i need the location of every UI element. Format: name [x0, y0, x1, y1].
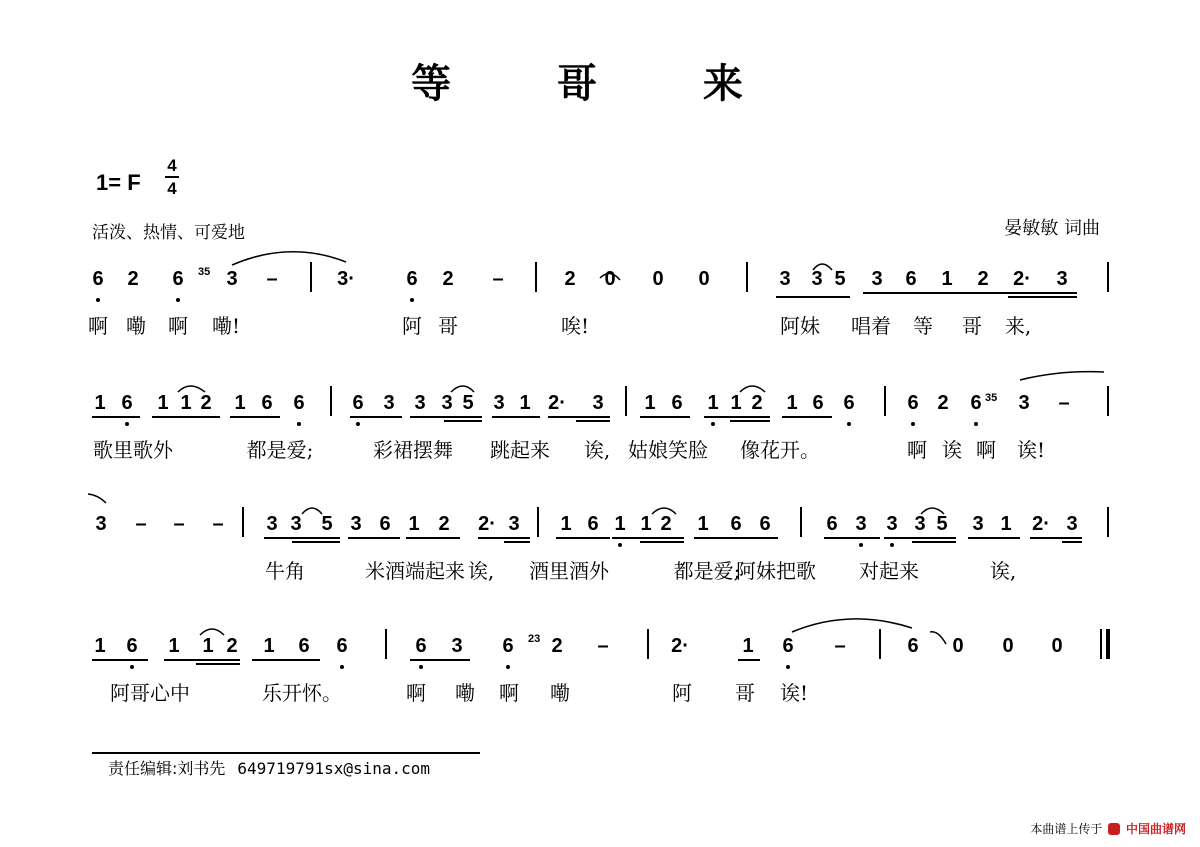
lyric: 牛角: [265, 559, 305, 583]
slur-5: [451, 386, 474, 392]
note: 6: [587, 513, 599, 535]
lyric: 诶: [942, 438, 962, 462]
note: 3: [508, 513, 520, 535]
note: 6: [293, 392, 305, 414]
note: 3: [441, 392, 453, 414]
slur-1: [232, 252, 346, 265]
lyric: 嘞!: [211, 314, 241, 338]
lyric: 诶,: [467, 559, 495, 583]
note: 1: [786, 392, 798, 414]
note: 1: [157, 392, 169, 414]
slur-2: [600, 273, 620, 280]
lyric: 啊: [406, 681, 426, 705]
composer-credit: 晏敏敏 词曲: [1004, 218, 1100, 239]
note: 3: [226, 268, 238, 290]
note: 3: [266, 513, 278, 535]
slur-8: [88, 494, 106, 503]
note: 6: [671, 392, 683, 414]
note: 1: [234, 392, 246, 414]
note: 3: [290, 513, 302, 535]
note: 6: [92, 268, 104, 290]
note: –: [266, 268, 278, 290]
note: 5: [321, 513, 333, 535]
note: 6: [907, 392, 919, 414]
lyric: 阿哥心中: [110, 681, 190, 705]
note: 6: [172, 268, 184, 290]
lyric: 诶!: [779, 681, 809, 705]
note: 1: [168, 635, 180, 657]
note: 6: [826, 513, 838, 535]
note: 6: [261, 392, 273, 414]
note: 1: [202, 635, 214, 657]
lyric: 嘞: [455, 681, 475, 705]
note: 2: [442, 268, 454, 290]
note: 0: [698, 268, 710, 290]
upload-label: 本曲谱上传于: [1030, 822, 1103, 836]
slur-13: [792, 619, 912, 632]
note: 1: [408, 513, 420, 535]
note: 6: [121, 392, 133, 414]
note: 3: [779, 268, 791, 290]
note: 1: [640, 513, 652, 535]
grace-note-1: 35: [198, 266, 211, 278]
lyric: 酒里酒外: [529, 559, 609, 583]
lyric: 都是爱;: [246, 438, 314, 462]
lyric: 姑娘笑脸: [628, 438, 708, 462]
lyric: 等: [913, 314, 933, 338]
note: 5: [834, 268, 846, 290]
note: 1: [180, 392, 192, 414]
note: 6: [843, 392, 855, 414]
site-link[interactable]: 中国曲谱网: [1125, 822, 1186, 836]
note: 5: [462, 392, 474, 414]
note: 3: [972, 513, 984, 535]
editor-name: 责任编辑:刘书先: [108, 759, 226, 778]
note: 6: [406, 268, 418, 290]
note: 6: [126, 635, 138, 657]
slur-10: [652, 508, 676, 514]
key-signature: 1= F: [96, 170, 141, 195]
lyric: 歌里歌外: [93, 438, 173, 462]
note: 6: [907, 635, 919, 657]
note: 2: [438, 513, 450, 535]
lyric: 阿: [402, 314, 422, 338]
note: 3: [914, 513, 926, 535]
note: –: [135, 513, 147, 535]
note: 5: [936, 513, 948, 535]
note: 3: [886, 513, 898, 535]
note: 0: [1051, 635, 1063, 657]
note: 3: [592, 392, 604, 414]
note: 3: [95, 513, 107, 535]
lyric: 啊: [88, 314, 108, 338]
lyric: 诶,: [583, 438, 611, 462]
note: 3: [855, 513, 867, 535]
note: 3: [383, 392, 395, 414]
slur-4: [178, 386, 205, 392]
note: 1: [560, 513, 572, 535]
slur-3: [813, 264, 832, 270]
lyric: 啊: [976, 438, 996, 462]
lyric: 米酒端起来: [365, 559, 465, 583]
lyric: 啊: [499, 681, 519, 705]
lyric: 唱着: [851, 314, 891, 338]
note: 3: [1066, 513, 1078, 535]
grace-note-3: 23: [528, 633, 541, 645]
lyric: 乐开怀。: [262, 681, 342, 705]
note: 1: [941, 268, 953, 290]
slur-7: [1020, 372, 1104, 380]
note: 1: [263, 635, 275, 657]
editor-email[interactable]: 649719791sx@sina.com: [237, 759, 431, 778]
note: –: [1058, 392, 1070, 414]
note: 6: [812, 392, 824, 414]
note: –: [173, 513, 185, 535]
note: 3: [811, 268, 823, 290]
lyric: 来,: [1004, 314, 1032, 338]
slur-6: [740, 386, 765, 392]
note: 6: [502, 635, 514, 657]
note: 3: [1056, 268, 1068, 290]
lyric: 阿妹把歌: [736, 559, 816, 583]
note: –: [492, 268, 504, 290]
note: 2: [977, 268, 989, 290]
note: 2: [660, 513, 672, 535]
note: 1: [730, 392, 742, 414]
note: 2·: [478, 513, 496, 535]
note: 1: [614, 513, 626, 535]
lyric: 哥: [962, 314, 982, 338]
lyric: 哥: [438, 314, 458, 338]
note: 6: [970, 392, 982, 414]
note: 3: [1018, 392, 1030, 414]
note: –: [212, 513, 224, 535]
note: 6: [905, 268, 917, 290]
lyric: 嘞: [126, 314, 146, 338]
note: 1: [742, 635, 754, 657]
lyric: 彩裙摆舞: [373, 438, 453, 462]
editor-credit: [108, 756, 430, 779]
slur-12: [200, 629, 224, 635]
note: –: [597, 635, 609, 657]
grace-note-2: 35: [985, 392, 998, 404]
note: 0: [604, 268, 616, 290]
slur-14: [930, 632, 946, 644]
song-title: 等 哥 来: [411, 60, 789, 107]
note: 0: [652, 268, 664, 290]
note: 2·: [548, 392, 566, 414]
note: 3: [871, 268, 883, 290]
lyric: 像花开。: [740, 438, 820, 462]
note: 6: [759, 513, 771, 535]
meter-top: 4: [167, 156, 177, 175]
lyric: 诶!: [1016, 438, 1046, 462]
note: 2: [937, 392, 949, 414]
note: 6: [352, 392, 364, 414]
note: 2: [127, 268, 139, 290]
note: 2·: [671, 635, 689, 657]
upload-source: [1030, 820, 1186, 837]
lyric: 阿妹: [780, 314, 820, 338]
note: 2: [551, 635, 563, 657]
lyric: 对起来: [859, 559, 919, 583]
note: 3: [350, 513, 362, 535]
note: 3·: [337, 268, 355, 290]
note: 6: [298, 635, 310, 657]
note: 1: [697, 513, 709, 535]
lyric: 诶,: [989, 559, 1017, 583]
note: 1: [94, 635, 106, 657]
slur-11: [921, 508, 944, 514]
note: 0: [952, 635, 964, 657]
note: 2·: [1032, 513, 1050, 535]
lyric: 啊: [907, 438, 927, 462]
note: 3: [493, 392, 505, 414]
note: 2: [226, 635, 238, 657]
note: 3: [451, 635, 463, 657]
meter-bottom: 4: [167, 179, 177, 198]
note: 2: [751, 392, 763, 414]
note: 1: [519, 392, 531, 414]
footer-rule: [92, 752, 480, 754]
note: 0: [1002, 635, 1014, 657]
note: 3: [414, 392, 426, 414]
note: 2: [564, 268, 576, 290]
site-logo-icon: [1108, 823, 1120, 835]
lyric: 都是爱;: [673, 559, 741, 583]
note: 2·: [1013, 268, 1031, 290]
note: 2: [200, 392, 212, 414]
lyric: 阿: [672, 681, 692, 705]
note: –: [834, 635, 846, 657]
note: 6: [730, 513, 742, 535]
note: 1: [1000, 513, 1012, 535]
lyric: 嘞: [550, 681, 570, 705]
lyric: 啊: [168, 314, 188, 338]
note: 6: [415, 635, 427, 657]
tempo-marking: 活泼、热情、可爱地: [92, 223, 245, 243]
note: 6: [782, 635, 794, 657]
note: 1: [707, 392, 719, 414]
lyric: 唉!: [560, 314, 590, 338]
note: 6: [336, 635, 348, 657]
slur-9: [302, 508, 322, 514]
note: 1: [644, 392, 656, 414]
note: 1: [94, 392, 106, 414]
note: 6: [379, 513, 391, 535]
lyric: 哥: [735, 681, 755, 705]
lyric: 跳起来: [490, 438, 550, 462]
